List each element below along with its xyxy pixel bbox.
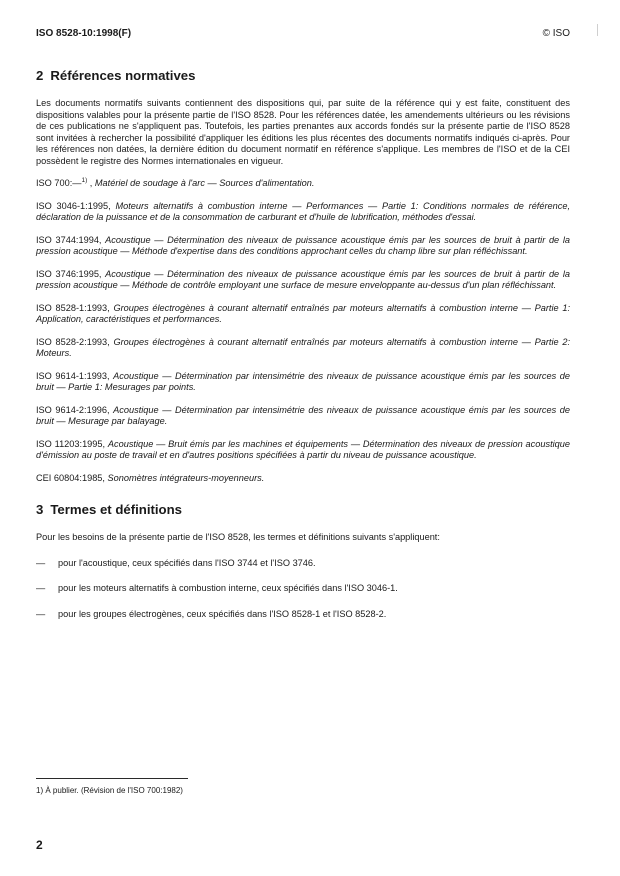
normative-reference [36, 235, 570, 258]
normative-reference [36, 337, 570, 360]
reference-title: Acoustique — Détermination des niveaux de puissance acoustique émis par les sources de bruit à partir de la pression acoustique — Méthode de contrôle employant une surface de mesure enveloppante au-dessus d'un plan réfléchissant. [36, 268, 570, 290]
definition-item [36, 609, 570, 621]
section-2-title: Références normatives [50, 68, 196, 83]
normative-reference [36, 439, 570, 462]
list-dash: — [36, 557, 46, 568]
reference-title: Acoustique — Détermination par intensimétrie des niveaux de puissance acoustique émis par les sources de bruit — Partie 1: Mesurages par points. [36, 370, 570, 392]
reference-title: Acoustique — Détermination par intensimétrie des niveaux de puissance acoustique émis par les sources de bruit — Mesurage par balayage. [36, 404, 570, 426]
reference-code: ISO 8528-2:1993, [36, 336, 110, 347]
section-3-intro: Pour les besoins de la présente partie de l'ISO 8528, les termes et définitions suivants s'appliquent: [36, 532, 440, 542]
reference-title: Moteurs alternatifs à combustion interne — Performances — Partie 1: Conditions normales de référence, déclaration de la puissance et de la consommation de carburant et d'huile de lubrification, méthodes d'essai. [36, 200, 571, 222]
standard-designation: ISO 8528-10:1998(F) [36, 28, 132, 39]
normative-reference [36, 405, 570, 428]
normative-reference [36, 201, 570, 224]
normative-reference [36, 371, 570, 394]
copyright-mark: © ISO [542, 28, 570, 39]
section-3-heading [36, 502, 570, 518]
page-edge-mark [597, 24, 598, 36]
reference-code: ISO 3046-1:1995, [36, 200, 111, 211]
reference-code: ISO 3744:1994, [36, 234, 102, 245]
reference-code: ISO 9614-1:1993, [36, 370, 110, 381]
reference-code: ISO 3746:1995, [36, 268, 102, 279]
reference-title: Groupes électrogènes à courant alternatif entraînés par moteurs alternatifs à combustion interne — Partie 1: Application, caractéristiques et performances. [36, 302, 571, 324]
running-header [36, 28, 570, 42]
page-number: 2 [36, 838, 43, 852]
footnote-rule [36, 778, 188, 779]
definition-item [36, 558, 570, 570]
section-3-number: 3 [36, 502, 44, 517]
definition-item [36, 583, 570, 595]
page-body [36, 68, 570, 620]
reference-code: ISO 8528-1:1993, [36, 302, 110, 313]
reference-code: CEI 60804:1985, [36, 472, 105, 483]
definition-text: pour l'acoustique, ceux spécifiés dans l'ISO 3744 et l'ISO 3746. [58, 557, 316, 568]
reference-title: Sonomètres intégrateurs-moyenneurs. [107, 472, 265, 483]
footnote [36, 786, 183, 795]
reference-title: Groupes électrogènes à courant alternatif entraînés par moteurs alternatifs à combustion interne — Partie 2: Moteurs. [36, 336, 571, 358]
footnote-ref: 1) [81, 176, 88, 184]
definitions-list [36, 558, 570, 621]
normative-reference [36, 269, 570, 292]
definition-text: pour les groupes électrogènes, ceux spécifiés dans l'ISO 8528-1 et l'ISO 8528-2. [58, 608, 387, 619]
reference-title: Acoustique — Détermination des niveaux de puissance acoustique émis par les sources de bruit à partir de la pression acoustique — Méthode d'expertise dans des conditions approchant celles du champ libre sur plan réfléchissant. [36, 234, 570, 256]
normative-references-list [36, 178, 570, 484]
section-2-intro: Les documents normatifs suivants contiennent des dispositions qui, par suite de la référence qui y est faite, constituent des dispositions valables pour la présente partie de l'ISO 8528. Pour les références datée, les amendements ultérieurs ou les révisions de ces publications ne s'appliquent pas. Toutefois, les parties prenantes aux accords fondés sur la présente partie de l'ISO 8528 sont invitées à rechercher la possibilité d'appliquer les éditions les plus récentes des documents normatifs indiqués ci-après. Pour les références non datées, la dernière édition du document normatif en référence s'applique. Les membres de l'ISO et de la CEI possèdent le registre des Normes internationales en vigueur. [36, 98, 570, 166]
section-2-number: 2 [36, 68, 44, 83]
definition-text: pour les moteurs alternatifs à combustion interne, ceux spécifiés dans l'ISO 3046-1. [58, 583, 398, 593]
normative-reference [36, 303, 570, 326]
list-dash: — [36, 608, 46, 619]
section-2-heading [36, 68, 570, 84]
footnote-text: À publier. (Révision de l'ISO 700:1982) [45, 786, 183, 795]
footnote-marker: 1) [36, 786, 44, 795]
list-dash: — [36, 583, 46, 593]
reference-code: ISO 700:— [36, 178, 82, 188]
normative-reference [36, 473, 570, 485]
reference-code: ISO 9614-2:1996, [36, 404, 110, 415]
section-3-title: Termes et définitions [50, 502, 182, 517]
normative-reference: ISO 700:—$^{1)}$ , Matériel de soudage à l'arc — Sources d'alimentation. [36, 176, 315, 188]
reference-code: ISO 11203:1995, [36, 438, 106, 449]
reference-title: Acoustique — Bruit émis par les machines et équipements — Détermination des niveaux de pression acoustique d'émission au poste de travail et en d'autres positions spécifiées à partir du niveau de puissance acoustique. [36, 438, 570, 460]
reference-title: Matériel de soudage à l'arc — Sources d'alimentation. [94, 178, 315, 188]
